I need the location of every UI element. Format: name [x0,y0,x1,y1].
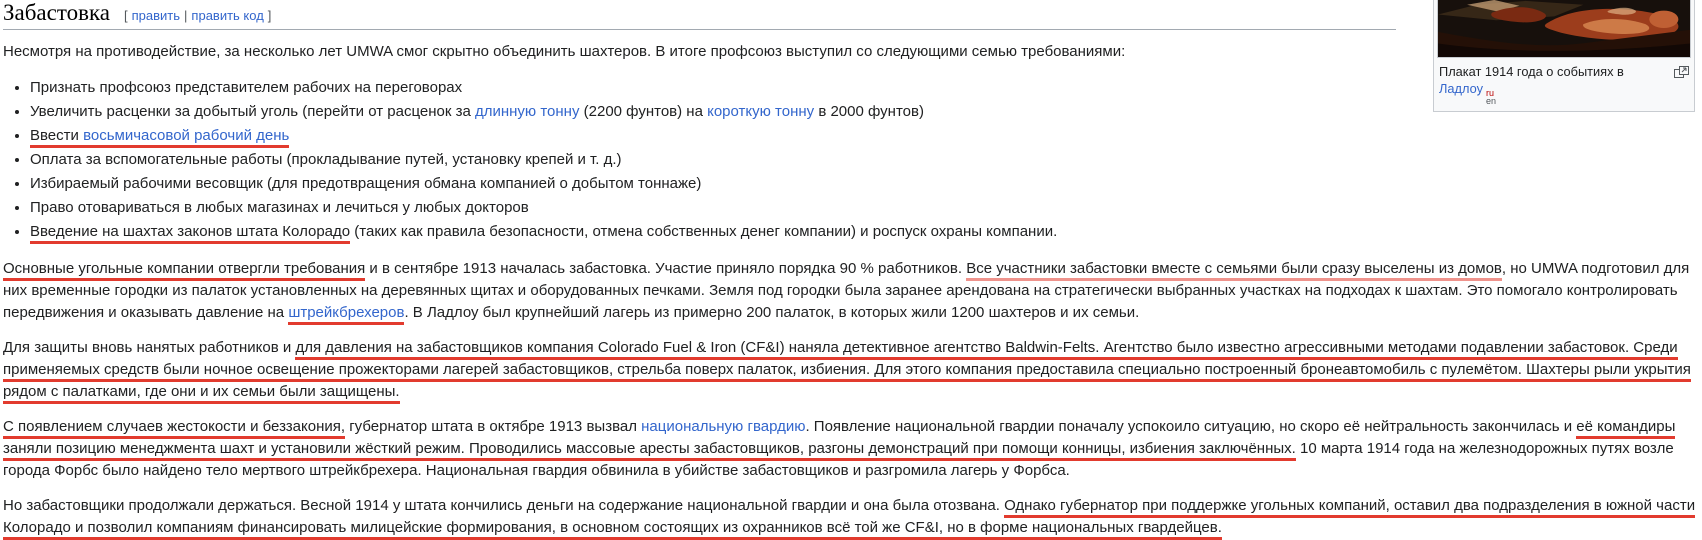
edit-section [124,8,271,23]
text-span: , но UMWA подготовил для них временные городки из палаток установленных на деревянных щитах и оборудованных печками. Земля под городки была заранее арендована на стратегически выбранных участках на подходах к шахтам. Это помогало контролировать передвижения и оказывать давление на [3,260,1690,321]
list-item [30,220,1696,244]
wiki-link[interactable]: национальную гвардию [641,418,806,435]
wiki-link[interactable]: штрейкбрехеров [288,304,404,325]
bracket-open: [ [124,8,128,23]
page-title: Забастовка [3,0,110,25]
wiki-link[interactable]: короткую тонну [707,103,815,120]
edit-divider: | [184,8,188,23]
interwiki-ru: ru [1485,88,1494,98]
interwiki-marker [1486,90,1496,105]
text-span: и в сентябре 1913 началась забастовка. Участие приняло порядка 90 % работников. [365,260,967,277]
text-span: Но забастовщики продолжали держаться. Весной 1914 у штата кончились деньги на содержание национальной гвардии и она была отозвана. [3,497,1005,514]
paragraph [3,495,1696,539]
list-item [30,148,1696,172]
red-annotated-text: Основные угольные компании отвергли требования [3,260,365,281]
text-span: губернатор штата в октябре 1913 вызвал [345,418,642,435]
text-span: 10 марта 1914 года на железнодорожных путях возле города Форбс было найдено тело мертвого штрейкбрехера. Национальная гвардия обвинила в убийстве забастовщиков и разгромила лагерь у Форбса. [3,440,1674,479]
list-item [30,196,1696,220]
text-span: Оплата за вспомогательные работы (прокладывание путей, установку крепей и т. д.) [30,151,622,168]
red-annotated-text: для давления на забастовщиков компания Colorado Fuel & Iron (CF&I) наняла детективное агентство Baldwin-Felts. Агентство было известно агрессивными методами подавлении забастовок. Среди применяемых средств были ночное освещение прожекторами лагерей забастовщиков, стрельба поверх палаток, избиения. Для этого компания предоставила специально построенный бронеавтомобиль с пулемётом. Шахтеры рыли укрытия рядом с палатками, где они и их семьи были защищены. [3,339,1691,404]
paragraph [3,337,1696,403]
text-span: Право отовариваться в любых магазинах и лечиться у любых докторов [30,199,529,216]
expand-icon[interactable] [1674,65,1689,82]
edit-link[interactable]: править [131,8,181,23]
text-span: Несмотря на противодействие, за несколько лет UMWA смог скрытно объединить шахтеров. В итоге профсоюз выступил со следующими семью требованиями: [3,43,1126,60]
section-heading [3,0,1396,30]
thumbnail-caption [1437,58,1691,108]
paragraph [3,416,1696,482]
text-span: Для защиты вновь нанятых работников и [3,339,296,356]
paragraph [3,258,1696,324]
text-span: (2200 фунтов) на [579,103,708,120]
red-annotated-text: Все участники забастовки вместе с семьями были сразу выселены из домов [966,260,1502,281]
edit-source-link[interactable]: править код [191,8,264,23]
red-annotated-text: Введение на шахтах законов штата Колорадо [30,223,350,244]
text-span: . В Ладлоу был крупнейший лагерь из примерно 200 палаток, в которых жили 1200 шахтеров и их семьи. [404,304,1140,321]
text-span: (таких как правила безопасности, отмена собственных денег компании) и роспуск охраны компании. [350,223,1058,240]
wiki-link[interactable]: восьмичасовой рабочий день [83,127,289,148]
caption-text: Плакат 1914 года о событиях в [1439,64,1624,79]
text-span: Признать профсоюз представителем рабочих на переговорах [30,79,463,96]
list-item [30,124,1696,148]
text-span: Увеличить расценки за добытый уголь (перейти от расценок за [30,103,475,120]
ludlow-link[interactable]: Ладлоу [1439,81,1483,96]
text-span: . Появление национальной гвардии поначалу успокоило ситуацию, но скоро её нейтральность закончилась и [805,418,1577,435]
red-annotated-text: Однако губернатор при поддержке угольных компаний, оставил два подразделения в южной части Колорадо и позволил компаниям финансировать милицейские формирования, в основном состоящих из охранников всё той же CF&I, но в форме национальных гвардейцев. [3,497,1695,540]
wiki-link[interactable]: длинную тонну [474,103,580,120]
red-annotated-text: С появлением случаев жестокости и беззакония, [3,418,345,439]
text-span: в 2000 фунтов) [814,103,924,120]
interwiki-en: en [1485,95,1496,106]
red-annotated-text: её командиры заняли позицию менеджмента шахт и установили жёсткий режим. Проводились массовые аресты забастовщиков, разгоны демонстраций при помощи конницы, избиения заключённых. [3,418,1675,461]
red-annotated-text: Ввести [30,127,83,148]
thumbnail [1433,0,1695,112]
list-item [30,172,1696,196]
poster-image[interactable] [1437,0,1691,58]
article-body [3,41,1696,539]
bracket-close: ] [267,8,272,23]
text-span: Избираемый рабочими весовщик (для предотвращения обмана компанией о добытом тоннаже) [30,175,702,192]
